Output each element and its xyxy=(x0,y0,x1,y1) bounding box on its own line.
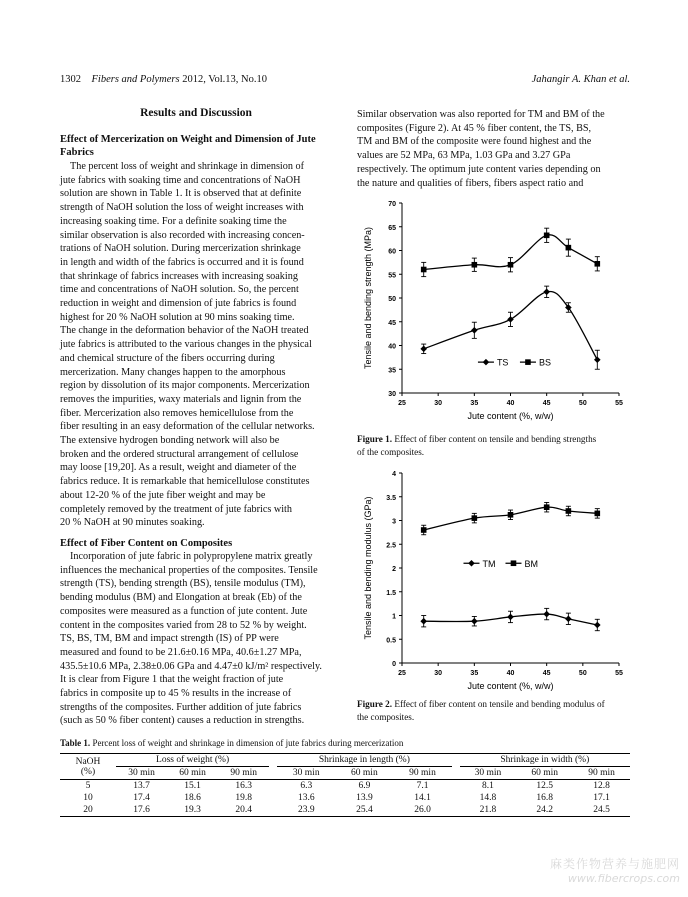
sub-header: 90 min xyxy=(218,767,269,780)
legend-label: TM xyxy=(482,558,496,569)
x-tick-label: 35 xyxy=(470,670,479,677)
x-tick-label: 30 xyxy=(434,400,443,407)
text-line: solution are shown in Table 1. It is observed that at definite xyxy=(60,188,302,200)
group-header-width: Shrinkage in width (%) xyxy=(460,754,630,767)
data-point-tm xyxy=(543,611,550,618)
x-tick-label: 30 xyxy=(434,670,443,677)
text-line: (such as 50 % fiber content) causes a reduction in strengths. xyxy=(60,715,305,727)
y-tick-label: 3 xyxy=(392,518,396,526)
text-line: respectively. The optimum jute content varies depending on xyxy=(357,163,601,175)
y-tick-label: 3.5 xyxy=(386,494,396,502)
text-line: TS, BS, TM, BM and impact strength (IS) of PP were xyxy=(60,633,279,645)
naoh-cell: 5 xyxy=(85,781,91,791)
table-cell: 13.7 xyxy=(133,781,150,791)
table-cell: 13.6 xyxy=(297,793,315,803)
text-line: The extensive hydrogen bonding network will also be xyxy=(60,435,280,447)
group-gap xyxy=(452,754,460,767)
y-tick-label: 1.5 xyxy=(386,589,396,597)
sub-header: 60 min xyxy=(516,767,573,780)
figure1-caption-text: Effect of fiber content on tensile and bending strengths xyxy=(394,434,597,444)
table-cell: 24.5 xyxy=(573,804,630,817)
sub-header: 30 min xyxy=(116,767,167,780)
x-tick-label: 40 xyxy=(506,400,515,407)
subsection-title-line: Effect of Mercerization on Weight and Dimension of Jute xyxy=(60,134,316,145)
data-point-bs xyxy=(421,267,427,273)
text-line: measured and found to be 21.6±0.16 MPa, 40.6±1.27 MPa, xyxy=(60,646,302,658)
data-point-tm xyxy=(471,618,478,625)
table-cell: 19.8 xyxy=(235,793,252,803)
x-tick-label: 45 xyxy=(542,670,551,677)
table-cell: 8.1 xyxy=(482,781,494,791)
data-point-bm xyxy=(508,512,514,518)
group-header-weight: Loss of weight (%) xyxy=(116,754,269,767)
table-cell: 25.4 xyxy=(335,804,393,817)
x-axis-label: Jute content (%, w/w) xyxy=(467,411,554,421)
text-line: trations of NaOH solution. During mercerization shrinkage xyxy=(60,243,301,255)
text-line: and chemical structure of the fibers occurring during xyxy=(60,352,275,364)
table-cell: 20.4 xyxy=(218,804,269,817)
table-row xyxy=(60,804,630,817)
y-tick-label: 30 xyxy=(388,391,396,398)
x-tick-label: 35 xyxy=(470,400,479,407)
data-point-ts xyxy=(594,356,601,363)
x-tick-label: 45 xyxy=(542,400,551,407)
data-point-bs xyxy=(566,245,572,251)
y-tick-label: 35 xyxy=(388,367,396,375)
y-tick-label: 2.5 xyxy=(386,542,396,550)
text-line: The percent loss of weight and shrinkage in dimension of xyxy=(70,161,304,172)
text-line: fiber resulting in an easy deformation of the cellular networks. xyxy=(60,421,315,433)
sub-header: 90 min xyxy=(573,767,630,780)
y-axis-label: Tensile and bending modulus (GPa) xyxy=(363,496,373,640)
data-point-bs xyxy=(508,262,514,268)
text-line: in length and width of the fabrics is occurred and it is found xyxy=(60,256,304,268)
sub-header: 60 min xyxy=(167,767,218,780)
text-line: influences the mechanical properties of the composites. Tensile xyxy=(60,564,318,576)
data-point-bm xyxy=(544,504,550,510)
text-line: 20 % NaOH at 90 minutes soaking. xyxy=(60,517,205,529)
data-point-ts xyxy=(471,327,478,334)
table1-caption-text: Percent loss of weight and shrinkage in dimension of jute fabrics during mercerization xyxy=(92,738,404,748)
data-point-ts xyxy=(420,346,427,353)
watermark-line: www.fibercrops.com xyxy=(567,872,680,885)
text-line: TM and BM of the composite were found highest and the xyxy=(357,136,592,148)
text-line: fabrics in composite up to 45 % results in the increase of xyxy=(60,688,292,700)
data-point-bm xyxy=(566,508,572,514)
watermark xyxy=(550,855,680,885)
data-point-bs xyxy=(472,262,478,268)
y-tick-label: 2 xyxy=(392,566,396,573)
table1-caption xyxy=(60,738,630,748)
table-cell: 7.1 xyxy=(416,781,429,791)
naoh-header-line: (%) xyxy=(80,766,96,777)
table-cell: 17.6 xyxy=(116,804,167,817)
data-point-ts xyxy=(543,289,550,296)
legend-label: TS xyxy=(496,357,509,368)
y-tick-label: 0.5 xyxy=(386,637,396,645)
sub-header: 30 min xyxy=(460,767,517,780)
subsection-title-line: Fabrics xyxy=(60,147,94,158)
text-line: strengths of the composites. Further addition of jute fabrics xyxy=(60,701,302,713)
x-tick-label: 50 xyxy=(578,670,587,677)
paragraph-mercerization xyxy=(60,160,332,530)
data-point-tm xyxy=(420,618,427,625)
text-line: jute fabrics with soaking time and concentrations of NaOH xyxy=(60,174,301,186)
journal-name: Fibers and Polymers xyxy=(91,74,180,85)
y-tick-label: 40 xyxy=(388,343,396,351)
x-axis-label: Jute content (%, w/w) xyxy=(467,681,554,691)
paragraph-fiber-content xyxy=(60,550,332,728)
page-number: 1302 xyxy=(60,74,81,85)
table-cell: 6.9 xyxy=(358,781,371,791)
text-line: Similar observation was also reported for TM and BM of the xyxy=(357,109,605,120)
text-line: time and concentrations of NaOH solution. So, the percent xyxy=(60,284,299,296)
text-line: composites (Figure 2). At 45 % fiber content, the TS, BS, xyxy=(357,122,592,134)
figure2-chart xyxy=(357,465,629,697)
table-cell: 16.8 xyxy=(536,793,554,803)
section-title: Results and Discussion xyxy=(140,107,252,119)
table1-label: Table 1. xyxy=(60,738,91,748)
group-gap xyxy=(269,804,277,817)
data-point-tm xyxy=(594,622,601,629)
table-body xyxy=(60,780,630,817)
group-gap xyxy=(269,780,277,793)
table-cell: 14.1 xyxy=(414,793,431,803)
text-line: Incorporation of jute fabric in polypropylene matrix greatly xyxy=(70,551,313,562)
table-cell: 15.1 xyxy=(184,781,201,791)
table-cell: 16.3 xyxy=(235,781,252,791)
naoh-cell: 20 xyxy=(60,804,116,817)
text-line: mercerization. Many changes happen to the amorphous xyxy=(60,366,286,378)
text-line: 435.5±10.6 MPa, 2.38±0.06 GPa and 4.47±0 kJ/m² respectively. xyxy=(60,660,322,672)
group-gap xyxy=(452,767,460,780)
y-tick-label: 65 xyxy=(388,224,396,232)
watermark-line: 麻类作物营养与施肥网 xyxy=(549,857,680,871)
legend-marker xyxy=(525,359,531,365)
figure1-chart xyxy=(357,195,629,427)
text-line: region by dissolution of its major components. Mercerization xyxy=(60,380,310,392)
sub-header: 30 min xyxy=(277,767,335,780)
table-cell: 14.8 xyxy=(479,793,497,803)
legend-label: BS xyxy=(538,357,551,368)
table-cell: 17.4 xyxy=(133,793,150,803)
figure1-label: Figure 1. xyxy=(357,434,393,444)
y-tick-label: 60 xyxy=(388,248,396,256)
text-line: content in the composites varied from 28 to 52 % by weight. xyxy=(60,619,307,631)
table-row xyxy=(60,780,630,793)
group-gap xyxy=(452,804,460,817)
y-tick-label: 0 xyxy=(392,661,396,668)
text-line: jute fabrics is attributed to the various changes in the physical xyxy=(60,339,312,351)
legend-marker xyxy=(483,359,490,366)
text-line: similar observation is also recorded with increasing concen- xyxy=(60,229,305,241)
text-line: highest for 20 % NaOH solution at 90 mins soaking time. xyxy=(60,311,295,323)
group-gap xyxy=(269,767,277,780)
text-line: bending modulus (BM) and Elongation at break (Eb) of the xyxy=(60,592,302,604)
table-cell: 21.8 xyxy=(460,804,517,817)
text-line: broken and the ordered structural arrangement of cellulose xyxy=(60,448,299,460)
sub-header: 60 min xyxy=(335,767,393,780)
table-cell: 6.3 xyxy=(300,781,313,791)
data-point-tm xyxy=(507,614,514,621)
table1 xyxy=(60,753,630,817)
text-line: strength (TS), bending strength (BS), tensile modulus (TM), xyxy=(60,578,306,590)
table-cell: 12.8 xyxy=(593,781,610,791)
subsection-title-fiber-content: Effect of Fiber Content on Composites xyxy=(60,538,233,549)
text-line: composites were measured as a function of jute content. Jute xyxy=(60,605,308,617)
group-gap xyxy=(269,792,277,804)
naoh-cell: 10 xyxy=(83,793,93,803)
authors: Jahangir A. Khan et al. xyxy=(531,74,630,85)
text-line: fiber. Mercerization also removes hemicellulose from the xyxy=(60,407,294,419)
x-tick-label: 25 xyxy=(398,400,406,407)
table-cell: 19.3 xyxy=(167,804,218,817)
paragraph-right-intro xyxy=(357,108,629,190)
y-tick-label: 50 xyxy=(388,296,396,303)
text-line: The change in the deformation behavior of the NaOH treated xyxy=(60,325,309,337)
group-gap xyxy=(452,792,460,804)
figure1-caption-text: of the composites. xyxy=(357,446,425,457)
text-line: values are 52 MPa, 63 MPa, 1.03 GPa and 3.27 GPa xyxy=(357,150,571,162)
text-line: completely removed by the treatment of jute fabrics with xyxy=(60,503,292,515)
data-point-bs xyxy=(544,233,550,239)
legend-marker xyxy=(468,560,475,567)
data-point-ts xyxy=(507,316,514,323)
y-tick-label: 45 xyxy=(388,319,396,327)
y-axis-label: Tensile and bending strength (MPa) xyxy=(363,226,373,370)
text-line: that shrinkage of fabrics increases with increasing soaking xyxy=(60,270,298,282)
figure1-caption xyxy=(357,433,629,458)
table-cell: 18.6 xyxy=(184,793,201,803)
table-cell: 12.5 xyxy=(536,781,554,791)
text-line: increasing soaking time. For a definite soaking time the xyxy=(60,215,287,227)
data-point-bm xyxy=(421,527,427,533)
text-line: strength of NaOH solution the loss of weight increases with xyxy=(60,202,304,214)
legend-marker xyxy=(511,560,517,566)
text-line: about 12-20 % of the jute fiber weight and may be xyxy=(60,489,266,501)
table-row xyxy=(60,792,630,804)
text-line: may loose [19,20]. As a result, weight and diameter of the xyxy=(60,462,297,474)
header-left xyxy=(60,74,267,85)
journal-issue: 2012, Vol.13, No.10 xyxy=(182,74,267,85)
table-cell: 23.9 xyxy=(277,804,335,817)
data-point-bs xyxy=(595,261,601,267)
text-line: It is clear from Figure 1 that the weight fraction of jute xyxy=(60,674,284,686)
data-point-bm xyxy=(472,515,478,521)
figure2-caption-text: the composites. xyxy=(357,711,415,722)
y-tick-label: 70 xyxy=(388,201,396,208)
x-tick-label: 40 xyxy=(506,670,515,677)
y-tick-label: 1 xyxy=(392,613,396,621)
x-tick-label: 25 xyxy=(398,670,406,677)
text-line: fabrics reduce. It is remarkable that hemicellulose constitutes xyxy=(60,476,310,488)
table-cell: 13.9 xyxy=(356,793,373,803)
table-cell: 24.2 xyxy=(516,804,573,817)
legend-label: BM xyxy=(524,558,538,569)
group-header-length: Shrinkage in length (%) xyxy=(277,754,451,767)
group-gap xyxy=(452,780,460,793)
y-tick-label: 55 xyxy=(388,272,396,280)
data-point-bm xyxy=(595,511,601,517)
figure2-label: Figure 2. xyxy=(357,699,393,709)
x-tick-label: 55 xyxy=(615,670,623,677)
text-line: reduction in weight and dimension of jute fabrics is found xyxy=(60,298,297,310)
figure2-caption xyxy=(357,698,629,723)
x-tick-label: 55 xyxy=(615,400,623,407)
x-tick-label: 50 xyxy=(578,400,587,407)
data-point-tm xyxy=(565,616,572,623)
figure2-caption-text: Effect of fiber content on tensile and bending modulus of xyxy=(394,699,605,709)
text-line: removes the impurities, waxy materials and lignin from the xyxy=(60,393,302,405)
sub-header: 90 min xyxy=(393,767,451,780)
naoh-header xyxy=(60,754,116,780)
table-cell: 26.0 xyxy=(393,804,451,817)
running-header xyxy=(60,74,630,88)
table-subheader-row xyxy=(60,767,630,780)
table-cell: 17.1 xyxy=(593,793,610,803)
subsection-title-mercerization xyxy=(60,133,332,159)
group-gap xyxy=(269,754,277,767)
y-tick-label: 4 xyxy=(392,471,396,478)
table-header-row xyxy=(60,754,630,767)
text-line: the nature and qualities of fibers, fibers aspect ratio and xyxy=(357,177,584,189)
naoh-header-line: NaOH xyxy=(75,756,101,767)
